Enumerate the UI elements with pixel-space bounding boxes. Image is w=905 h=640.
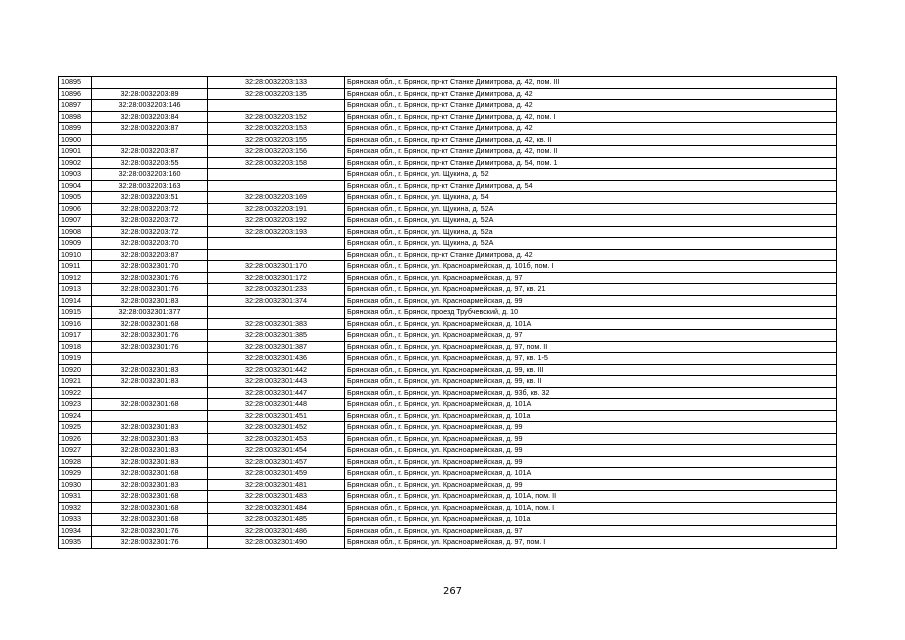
new-cadastral-number-cell: 32:28:0032301:443 [208,376,345,388]
new-cadastral-number-cell: 32:28:0032301:484 [208,502,345,514]
new-cadastral-number-cell: 32:28:0032203:152 [208,111,345,123]
row-number-cell: 10895 [59,77,92,89]
new-cadastral-number-cell: 32:28:0032301:436 [208,353,345,365]
address-cell: Брянская обл., г. Брянск, пр-кт Станке Димитрова, д. 54 [345,180,837,192]
address-cell: Брянская обл., г. Брянск, ул. Красноармейская, д. 101А, пом. II [345,491,837,503]
old-cadastral-number-cell: 32:28:0032301:83 [92,479,208,491]
new-cadastral-number-cell: 32:28:0032301:170 [208,261,345,273]
table-row [59,422,837,434]
row-number-cell: 10900 [59,134,92,146]
table-row [59,341,837,353]
old-cadastral-number-cell: 32:28:0032203:55 [92,157,208,169]
address-cell: Брянская обл., г. Брянск, ул. Красноармейская, д. 99 [345,422,837,434]
row-number-cell: 10910 [59,249,92,261]
table-row [59,203,837,215]
table-row [59,111,837,123]
new-cadastral-number-cell: 32:28:0032301:457 [208,456,345,468]
new-cadastral-number-cell: 32:28:0032203:133 [208,77,345,89]
old-cadastral-number-cell: 32:28:0032301:83 [92,376,208,388]
table-row [59,238,837,250]
table-row [59,364,837,376]
row-number-cell: 10934 [59,525,92,537]
table-row [59,479,837,491]
table-row [59,537,837,549]
row-number-cell: 10931 [59,491,92,503]
address-cell: Брянская обл., г. Брянск, пр-кт Станке Димитрова, д. 54, пом. 1 [345,157,837,169]
new-cadastral-number-cell: 32:28:0032203:155 [208,134,345,146]
old-cadastral-number-cell: 32:28:0032203:72 [92,203,208,215]
address-cell: Брянская обл., г. Брянск, ул. Красноармейская, д. 93б, кв. 32 [345,387,837,399]
old-cadastral-number-cell: 32:28:0032203:163 [92,180,208,192]
table-row [59,318,837,330]
old-cadastral-number-cell: 32:28:0032203:87 [92,123,208,135]
address-cell: Брянская обл., г. Брянск, ул. Красноармейская, д. 99 [345,295,837,307]
new-cadastral-number-cell: 32:28:0032301:383 [208,318,345,330]
table-row [59,157,837,169]
old-cadastral-number-cell: 32:28:0032301:76 [92,537,208,549]
address-cell: Брянская обл., г. Брянск, ул. Красноармейская, д. 101б, пом. I [345,261,837,273]
table-row [59,295,837,307]
row-number-cell: 10898 [59,111,92,123]
address-cell: Брянская обл., г. Брянск, ул. Красноармейская, д. 97 [345,330,837,342]
old-cadastral-number-cell: 32:28:0032203:84 [92,111,208,123]
row-number-cell: 10899 [59,123,92,135]
table-row [59,284,837,296]
table-row [59,146,837,158]
address-cell: Брянская обл., г. Брянск, ул. Щукина, д. 54 [345,192,837,204]
old-cadastral-number-cell: 32:28:0032301:83 [92,295,208,307]
old-cadastral-number-cell: 32:28:0032301:68 [92,468,208,480]
old-cadastral-number-cell: 32:28:0032203:87 [92,146,208,158]
old-cadastral-number-cell: 32:28:0032301:83 [92,433,208,445]
table-row [59,502,837,514]
new-cadastral-number-cell [208,307,345,319]
cadastral-table [58,76,837,549]
row-number-cell: 10924 [59,410,92,422]
address-cell: Брянская обл., г. Брянск, пр-кт Станке Димитрова, д. 42, пом. I [345,111,837,123]
row-number-cell: 10917 [59,330,92,342]
old-cadastral-number-cell: 32:28:0032301:70 [92,261,208,273]
new-cadastral-number-cell [208,180,345,192]
row-number-cell: 10912 [59,272,92,284]
address-cell: Брянская обл., г. Брянск, ул. Красноармейская, д. 101А [345,468,837,480]
row-number-cell: 10918 [59,341,92,353]
new-cadastral-number-cell: 32:28:0032301:451 [208,410,345,422]
old-cadastral-number-cell [92,134,208,146]
table-row [59,525,837,537]
address-cell: Брянская обл., г. Брянск, ул. Красноармейская, д. 97 [345,272,837,284]
old-cadastral-number-cell: 32:28:0032203:87 [92,249,208,261]
address-cell: Брянская обл., г. Брянск, ул. Щукина, д. 52 [345,169,837,181]
table-row [59,249,837,261]
old-cadastral-number-cell: 32:28:0032301:76 [92,284,208,296]
new-cadastral-number-cell: 32:28:0032301:442 [208,364,345,376]
table-row [59,261,837,273]
row-number-cell: 10909 [59,238,92,250]
table-row [59,77,837,89]
new-cadastral-number-cell: 32:28:0032203:169 [208,192,345,204]
row-number-cell: 10923 [59,399,92,411]
old-cadastral-number-cell: 32:28:0032203:72 [92,226,208,238]
address-cell: Брянская обл., г. Брянск, пр-кт Станке Димитрова, д. 42, пом. II [345,146,837,158]
table-row [59,353,837,365]
new-cadastral-number-cell: 32:28:0032301:490 [208,537,345,549]
table-row [59,134,837,146]
new-cadastral-number-cell: 32:28:0032203:158 [208,157,345,169]
table-row [59,192,837,204]
new-cadastral-number-cell: 32:28:0032203:191 [208,203,345,215]
address-cell: Брянская обл., г. Брянск, ул. Красноармейская, д. 101а [345,410,837,422]
table-row [59,445,837,457]
address-cell: Брянская обл., г. Брянск, ул. Красноармейская, д. 97, кв. 1-5 [345,353,837,365]
table-row [59,468,837,480]
row-number-cell: 10933 [59,514,92,526]
page-number: 267 [442,586,463,597]
address-cell: Брянская обл., г. Брянск, пр-кт Станке Димитрова, д. 42, пом. III [345,77,837,89]
table-row [59,456,837,468]
row-number-cell: 10916 [59,318,92,330]
table-row [59,272,837,284]
old-cadastral-number-cell: 32:28:0032301:68 [92,491,208,503]
row-number-cell: 10921 [59,376,92,388]
row-number-cell: 10902 [59,157,92,169]
address-cell: Брянская обл., г. Брянск, ул. Красноармейская, д. 97, пом. I [345,537,837,549]
old-cadastral-number-cell: 32:28:0032301:76 [92,341,208,353]
old-cadastral-number-cell: 32:28:0032301:377 [92,307,208,319]
new-cadastral-number-cell: 32:28:0032301:483 [208,491,345,503]
table-row [59,376,837,388]
row-number-cell: 10896 [59,88,92,100]
row-number-cell: 10928 [59,456,92,468]
table-row [59,123,837,135]
old-cadastral-number-cell: 32:28:0032301:76 [92,525,208,537]
new-cadastral-number-cell: 32:28:0032301:454 [208,445,345,457]
row-number-cell: 10914 [59,295,92,307]
old-cadastral-number-cell: 32:28:0032203:51 [92,192,208,204]
new-cadastral-number-cell: 32:28:0032301:233 [208,284,345,296]
row-number-cell: 10911 [59,261,92,273]
table-row [59,169,837,181]
row-number-cell: 10901 [59,146,92,158]
row-number-cell: 10927 [59,445,92,457]
table-row [59,491,837,503]
old-cadastral-number-cell: 32:28:0032301:68 [92,399,208,411]
address-cell: Брянская обл., г. Брянск, пр-кт Станке Димитрова, д. 42 [345,123,837,135]
table-row [59,399,837,411]
new-cadastral-number-cell: 32:28:0032301:387 [208,341,345,353]
table-row [59,514,837,526]
old-cadastral-number-cell [92,77,208,89]
old-cadastral-number-cell: 32:28:0032301:68 [92,514,208,526]
old-cadastral-number-cell: 32:28:0032203:146 [92,100,208,112]
old-cadastral-number-cell: 32:28:0032203:72 [92,215,208,227]
address-cell: Брянская обл., г. Брянск, ул. Красноармейская, д. 101А [345,318,837,330]
address-cell: Брянская обл., г. Брянск, ул. Красноармейская, д. 97, кв. 21 [345,284,837,296]
address-cell: Брянская обл., г. Брянск, ул. Щукина, д. 52А [345,215,837,227]
address-cell: Брянская обл., г. Брянск, ул. Красноармейская, д. 99 [345,445,837,457]
row-number-cell: 10904 [59,180,92,192]
address-cell: Брянская обл., г. Брянск, ул. Красноармейская, д. 97 [345,525,837,537]
address-cell: Брянская обл., г. Брянск, ул. Красноармейская, д. 101А [345,399,837,411]
row-number-cell: 10919 [59,353,92,365]
row-number-cell: 10926 [59,433,92,445]
row-number-cell: 10920 [59,364,92,376]
address-cell: Брянская обл., г. Брянск, ул. Красноармейская, д. 101а [345,514,837,526]
old-cadastral-number-cell [92,387,208,399]
row-number-cell: 10905 [59,192,92,204]
old-cadastral-number-cell: 32:28:0032301:68 [92,318,208,330]
table-row [59,433,837,445]
old-cadastral-number-cell: 32:28:0032203:160 [92,169,208,181]
old-cadastral-number-cell: 32:28:0032301:68 [92,502,208,514]
row-number-cell: 10897 [59,100,92,112]
row-number-cell: 10929 [59,468,92,480]
new-cadastral-number-cell: 32:28:0032301:385 [208,330,345,342]
row-number-cell: 10930 [59,479,92,491]
new-cadastral-number-cell: 32:28:0032301:453 [208,433,345,445]
address-cell: Брянская обл., г. Брянск, ул. Красноармейская, д. 99, кв. III [345,364,837,376]
address-cell: Брянская обл., г. Брянск, ул. Щукина, д. 52А [345,203,837,215]
old-cadastral-number-cell: 32:28:0032203:89 [92,88,208,100]
row-number-cell: 10915 [59,307,92,319]
address-cell: Брянская обл., г. Брянск, ул. Красноармейская, д. 101А, пом. I [345,502,837,514]
address-cell: Брянская обл., г. Брянск, ул. Щукина, д. 52а [345,226,837,238]
new-cadastral-number-cell [208,169,345,181]
address-cell: Брянская обл., г. Брянск, ул. Красноармейская, д. 99 [345,433,837,445]
address-cell: Брянская обл., г. Брянск, ул. Красноармейская, д. 99 [345,479,837,491]
new-cadastral-number-cell: 32:28:0032301:447 [208,387,345,399]
new-cadastral-number-cell: 32:28:0032301:452 [208,422,345,434]
new-cadastral-number-cell: 32:28:0032301:481 [208,479,345,491]
table-row [59,88,837,100]
new-cadastral-number-cell [208,249,345,261]
table-row [59,100,837,112]
new-cadastral-number-cell: 32:28:0032203:192 [208,215,345,227]
row-number-cell: 10907 [59,215,92,227]
row-number-cell: 10922 [59,387,92,399]
old-cadastral-number-cell: 32:28:0032301:83 [92,422,208,434]
address-cell: Брянская обл., г. Брянск, пр-кт Станке Димитрова, д. 42 [345,100,837,112]
row-number-cell: 10935 [59,537,92,549]
table-row [59,180,837,192]
address-cell: Брянская обл., г. Брянск, пр-кт Станке Димитрова, д. 42, кв. II [345,134,837,146]
address-cell: Брянская обл., г. Брянск, ул. Красноармейская, д. 99, кв. II [345,376,837,388]
address-cell: Брянская обл., г. Брянск, пр-кт Станке Димитрова, д. 42 [345,249,837,261]
address-cell: Брянская обл., г. Брянск, пр-кт Станке Димитрова, д. 42 [345,88,837,100]
old-cadastral-number-cell [92,410,208,422]
table-row [59,215,837,227]
row-number-cell: 10906 [59,203,92,215]
old-cadastral-number-cell: 32:28:0032301:83 [92,364,208,376]
table-row [59,387,837,399]
old-cadastral-number-cell: 32:28:0032301:76 [92,272,208,284]
table-row [59,330,837,342]
new-cadastral-number-cell: 32:28:0032301:486 [208,525,345,537]
row-number-cell: 10932 [59,502,92,514]
table-row [59,410,837,422]
new-cadastral-number-cell: 32:28:0032203:193 [208,226,345,238]
new-cadastral-number-cell: 32:28:0032301:448 [208,399,345,411]
old-cadastral-number-cell: 32:28:0032301:76 [92,330,208,342]
new-cadastral-number-cell: 32:28:0032301:485 [208,514,345,526]
new-cadastral-number-cell [208,100,345,112]
old-cadastral-number-cell: 32:28:0032203:70 [92,238,208,250]
address-cell: Брянская обл., г. Брянск, ул. Красноармейская, д. 97, пом. II [345,341,837,353]
new-cadastral-number-cell: 32:28:0032301:374 [208,295,345,307]
new-cadastral-number-cell: 32:28:0032301:172 [208,272,345,284]
address-cell: Брянская обл., г. Брянск, проезд Трубчевский, д. 10 [345,307,837,319]
table-row [59,226,837,238]
new-cadastral-number-cell: 32:28:0032301:459 [208,468,345,480]
table-row [59,307,837,319]
old-cadastral-number-cell: 32:28:0032301:83 [92,456,208,468]
row-number-cell: 10908 [59,226,92,238]
new-cadastral-number-cell [208,238,345,250]
address-cell: Брянская обл., г. Брянск, ул. Щукина, д. 52А [345,238,837,250]
old-cadastral-number-cell [92,353,208,365]
table-body [59,77,837,549]
row-number-cell: 10913 [59,284,92,296]
row-number-cell: 10925 [59,422,92,434]
new-cadastral-number-cell: 32:28:0032203:153 [208,123,345,135]
address-cell: Брянская обл., г. Брянск, ул. Красноармейская, д. 99 [345,456,837,468]
old-cadastral-number-cell: 32:28:0032301:83 [92,445,208,457]
new-cadastral-number-cell: 32:28:0032203:135 [208,88,345,100]
row-number-cell: 10903 [59,169,92,181]
new-cadastral-number-cell: 32:28:0032203:156 [208,146,345,158]
